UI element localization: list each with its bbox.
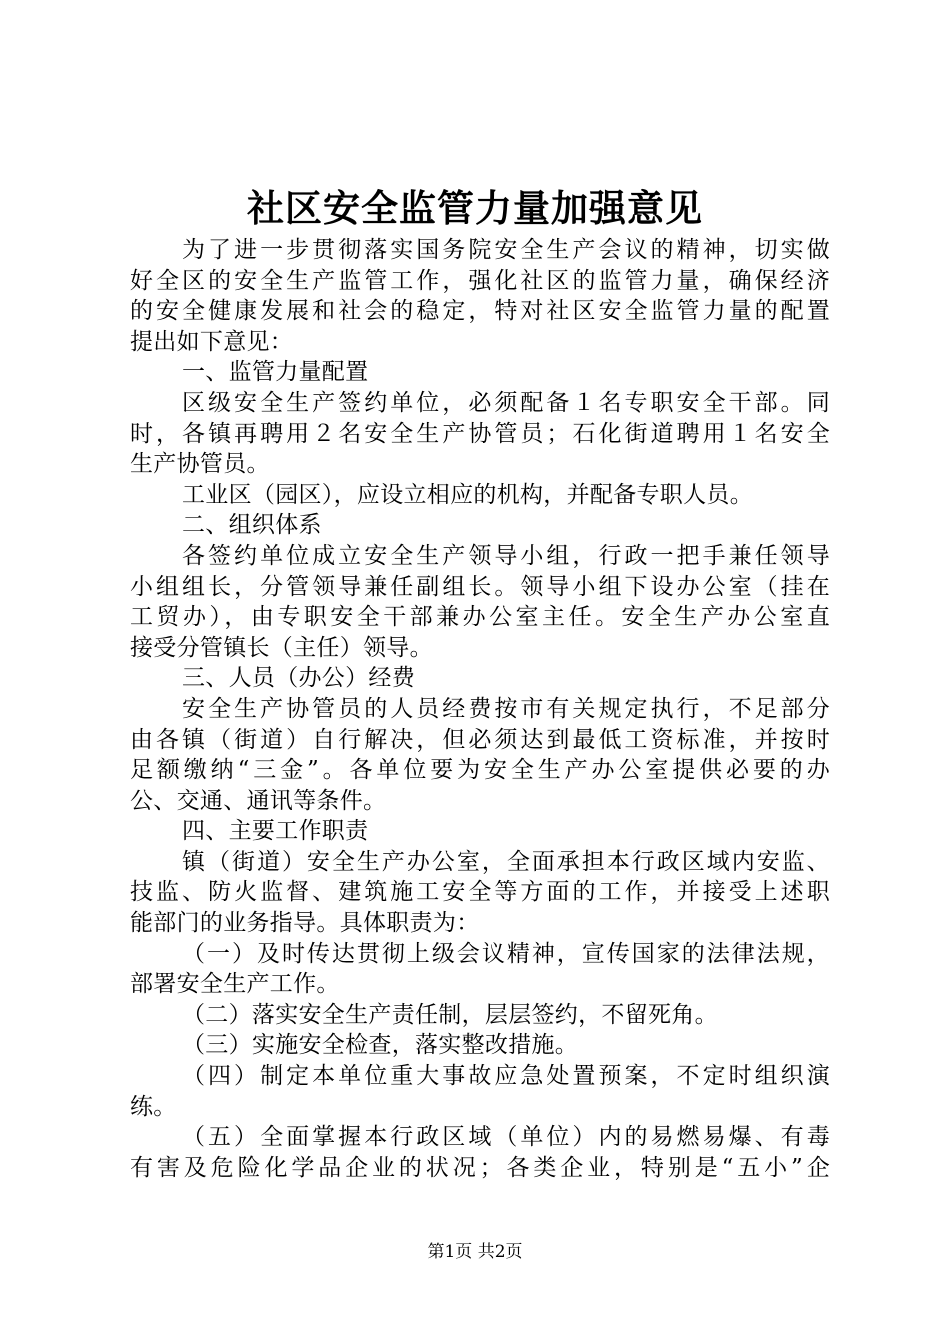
body-line: 区级安全生产签约单位，必须配备１名专职安全干部。同 [182, 389, 830, 416]
body-line: 三、人员（办公）经费 [182, 665, 415, 692]
body-line: 工贸办），由专职安全干部兼办公室主任。安全生产办公室直 [130, 604, 830, 631]
body-line: （三）实施安全检查，落实整改措施。 [182, 1032, 579, 1059]
body-line: 的安全健康发展和社会的稳定，特对社区安全监管力量的配置 [130, 298, 830, 325]
body-line: 由各镇（街道）自行解决，但必须达到最低工资标准，并按时 [130, 726, 830, 753]
body-line: （一）及时传达贯彻上级会议精神，宣传国家的法律法规， [182, 940, 830, 967]
body-line: 一、监管力量配置 [182, 359, 369, 386]
body-line: 二、组织体系 [182, 512, 322, 539]
body-line: 安全生产协管员的人员经费按市有关规定执行，不足部分 [182, 695, 830, 722]
body-line: 各签约单位成立安全生产领导小组，行政一把手兼任领导 [182, 542, 830, 569]
body-line: 接受分管镇长（主任）领导。 [130, 634, 433, 661]
body-line: 练。 [130, 1093, 177, 1120]
body-line: 公、交通、通讯等条件。 [130, 787, 387, 814]
body-line: （四）制定本单位重大事故应急处置预案，不定时组织演 [182, 1063, 830, 1090]
body-line: 为了进一步贯彻落实国务院安全生产会议的精神，切实做 [182, 237, 830, 263]
body-line: 好全区的安全生产监管工作，强化社区的监管力量，确保经济 [130, 267, 830, 294]
body-line: 技监、防火监督、建筑施工安全等方面的工作，并接受上述职 [130, 879, 830, 906]
body-line: 工业区（园区），应设立相应的机构，并配备专职人员。 [182, 481, 753, 508]
body-line: 足额缴纳“三金”。各单位要为安全生产办公室提供必要的办 [130, 757, 830, 784]
body-line: （二）落实安全生产责任制，层层签约，不留死角。 [182, 1001, 718, 1028]
body-line: 提出如下意见： [130, 328, 294, 355]
body-line: （五）全面掌握本行政区域（单位）内的易燃易爆、有毒 [182, 1124, 830, 1151]
body-line: 四、主要工作职责 [182, 818, 369, 845]
page-footer: 第1页 共2页 [427, 1242, 523, 1262]
body-line: 时，各镇再聘用２名安全生产协管员；石化街道聘用１名安全 [130, 420, 830, 447]
body-line: 镇（街道）安全生产办公室，全面承担本行政区域内安监、 [182, 848, 830, 875]
body-line: 生产协管员。 [130, 451, 270, 478]
document-title: 社区安全监管力量加强意见 [247, 186, 703, 230]
body-line: 小组组长，分管领导兼任副组长。领导小组下设办公室（挂在 [130, 573, 830, 600]
body-line: 有害及危险化学品企业的状况；各类企业，特别是“五小”企 [130, 1154, 830, 1181]
body-line: 能部门的业务指导。具体职责为： [130, 910, 480, 937]
body-line: 部署安全生产工作。 [130, 971, 340, 998]
document-body [130, 235, 830, 1183]
